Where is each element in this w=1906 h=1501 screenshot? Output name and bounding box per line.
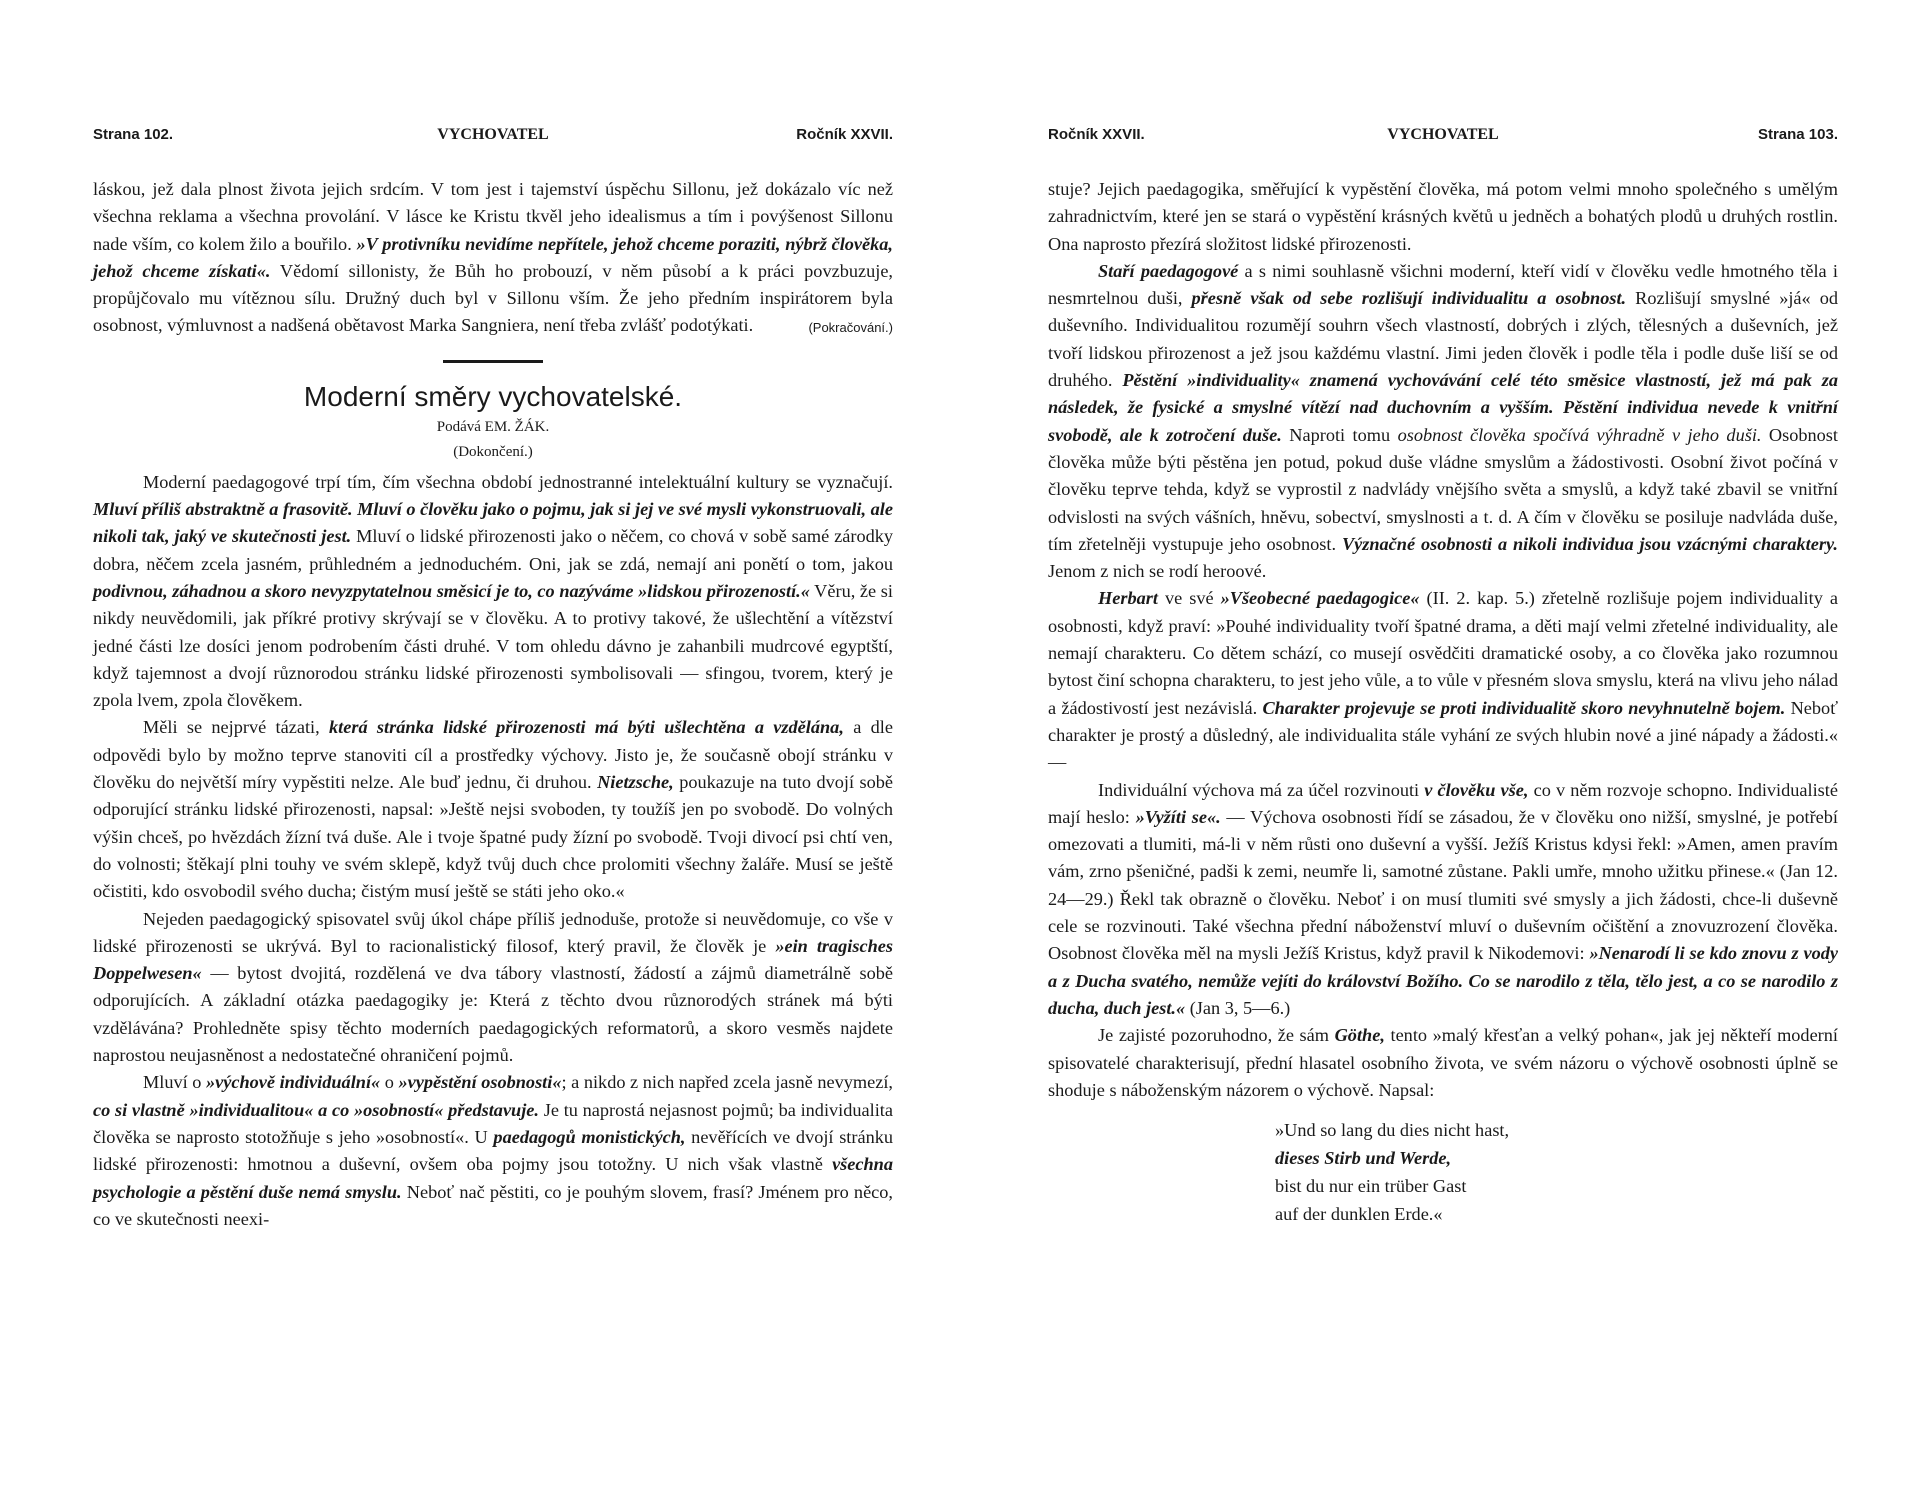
continuation-note: (Pokračování.) bbox=[808, 320, 893, 336]
paragraph: stuje? Jejich paedagogika, směřující k vypěstění člověka, má potom velmi mnoho společného s umělým zahradnictvím, které jen se stará o vypěstění krásných květů u jedněch a bohatých plodů u druhých rostlin. Ona naprosto přezírá složitost lidské přirozenosti. bbox=[1048, 179, 1838, 254]
article-title: Moderní směry vychovatelské. bbox=[303, 380, 683, 412]
right-page-body bbox=[1048, 176, 1838, 1228]
journal-title: VYCHOVATEL bbox=[1387, 126, 1499, 143]
paragraph: Staří paedagogové a s nimi souhlasně všichni moderní, kteří vidí v člověku vedle hmotného těla i nesmrtelnou duši, přesně však od sebe rozlišují individualitu a osobnost. Rozlišují smyslné »já« od duševního. Individualitou rozumějí souhrn všech vlastností, dobrých i zlých, tělesných a duševních, jež tvoří lidskou přirozenost a jež jsou každému vlastní. Jimi jeden člověk i podle těla i podle duše liší se od druhého. Pěstění »individuality« znamená vychovávání celé této směsice vlastností, jež má pak za následek, že fysické a smyslné vítězí nad duchovním a vyšším. Pěstění individua nevede k vnitřní svobodě, ale k zotročení duše. Naproti tomu osobnost člověka spočívá výhradně v jeho duši. Osobnost člověka může býti pěstěna jen potud, pokud duše vládne smyslům a žádostivosti. Osobní život počíná v člověku teprve tehda, když se vyprostil z nadvlády vnějšího světa a smyslů, a když také zbavil se vnitřní odvislosti na svých vášních, hněvu, sobectví, smyslnosti a t. d. A čím v člověku se posiluje nadvláda duše, tím zřetelněji vystupuje jeho osobnost. Význačné osobnosti a nikoli individua jsou vzácnými charaktery. Jenom z nich se rodí heroové. bbox=[1048, 260, 1839, 582]
section-divider bbox=[443, 360, 543, 363]
page-header-right bbox=[1048, 126, 1838, 150]
paragraph: Měli se nejprvé tázati, která stránka lidské přirozenosti má býti ušlechtěna a vzdělána, a dle odpovědi bylo by možno teprve stanoviti cíl a prostředky výchovy. Jisto je, že současně obojí stránku v člověku do největší míry vypěstiti nelze. Ale buď jednu, či druhou. Nietzsche, poukazuje na tuto dvojí sobě odporující stránku lidské přirozenosti, napsal: »Ještě nejsi svoboden, ty toužíš jen po svobodě. Do volných výšin chceš, po hvězdách žízní tvá duše. Ale i tvoje špatné pudy žízní po svobodě. Tvoji divocí psi chtí ven, do volnosti; štěkají plni touhy ve svém sklepě, když tvůj duch chce prolomiti všechny žaláře. Musí se ještě očistiti, kdo osvobodil svého ducha; čistým musí ještě se státi jeho oko.« bbox=[93, 717, 894, 902]
paragraph: Nejeden paedagogický spisovatel svůj úkol chápe příliš jednoduše, protože si neuvědomuje, co vše v lidské přirozenosti se ukrývá. Byl to racionalistický filosof, který pravil, že člověk je »ein tragisches Doppelwesen« — bytost dvojitá, rozdělená ve dva tábory vlastností, žádostí a zájmů diametrálně sobě odporujících. A základní otázka paedagogiky je: Která z těchto dvou různorodých stránek má býti vzdělávána? Prohledněte spisy těchto moderních paedagogických reformatorů, a skoro vesměs najdete naprostou neujasněnost a nedostatečné ohraničení pojmů. bbox=[93, 908, 894, 1066]
page-header-left bbox=[93, 126, 893, 150]
article-byline: Podává EM. ŽÁK. bbox=[436, 418, 550, 435]
article-conclusion-note: (Dokončení.) bbox=[453, 443, 533, 460]
poem-quote bbox=[1275, 1116, 1838, 1228]
paragraph: Herbart ve své »Všeobecné paedagogice« (II. 2. kap. 5.) zřetelně rozlišuje pojem individuality a osobnosti, když praví: »Pouhé individuality tvoří špatné drama, a děti mají velmi zřetelné individuality, ale nemají charakteru. Co dětem schází, co musejí osvědčiti dramatické osoby, a co člověka jako rozumnou bytost činí schopna charakteru, to jest jeho vůle, a to vůle v přesném slova smyslu, která na vlivu jeho nálad a žádostivostí jest nezávislá. Charakter projevuje se proti individualitě skoro nevyhnutelně bojem. Neboť charakter je prostý a důsledný, ale individualita stále vyhání ze svých hlubin nové a jiné nápady a žádosti.« — bbox=[1048, 588, 1839, 773]
left-page-body bbox=[93, 176, 893, 1233]
poem-line: bist du nur ein trüber Gast bbox=[1275, 1176, 1467, 1197]
continued-paragraph: láskou, jež dala plnost života jejich srdcím. V tom jest i tajemství úspěchu Sillonu, jež dokázalo víc než všechna reklama a všechna provolání. V lásce ke Kristu tkvěl jeho idealismus a tím i povýšenost Sillonu nade vším, co kolem žilo a bouřilo. »V protivníku nevidíme nepřítele, jehož chceme poraziti, nýbrž člověka, jehož chceme získati«. Vědomí sillonisty, že Bůh ho probouzí, v něm působí a k práci povzbuzuje, propůjčovalo mu vítěznou sílu. Družný duch byl v Sillonu vším. Že jeho předním inspirátorem byla osobnost, výmluvnost a nadšená obětavost Marka Sangniera, není třeba zvlášť podotýkati. (Pokračování.) bbox=[93, 176, 893, 340]
poem-line: »Und so lang du dies nicht hast, bbox=[1275, 1120, 1510, 1141]
left-page bbox=[93, 0, 893, 1501]
paragraph: Moderní paedagogové trpí tím, čím všechna období jednostranné intelektuální kultury se vyznačují. Mluví příliš abstraktně a frasovitě. Mluví o člověku jako o pojmu, jak si jej ve své mysli vykonstruovali, ale nikoli tak, jaký ve skutečnosti jest. Mluví o lidské přirozenosti jako o něčem, co chová v sobě samé zárodky dobra, něčem zcela jasném, průhledném a jednoduchém. Oni, jak se zdá, nemají ani ponětí o tom, jakou podivnou, záhadnou a skoro nevyzpytatelnou směsicí je to, co nazýváme »lidskou přirozeností.« Věru, že si nikdy neuvědomili, jak příkré protivy skrývají se v člověku. A to protivy takové, že ušlechtění a vítězství jedné části lze dosíci jenom podrobením části druhé. V tom ohledu dávno je zahanbili mudrcové egyptští, když tajemnost a dvojí různorodou stránku lidské přirozenosti symbolisovali — sfingou, tvorem, který je zpola lvem, zpola člověkem. bbox=[93, 471, 894, 711]
right-page bbox=[1048, 0, 1838, 1501]
paragraph: Mluví o »výchově individuální« o »vypěstění osobnosti«; a nikdo z nich napřed zcela jasně nevymezí, co si vlastně »individualitou« a co »osobností« představuje. Je tu naprostá nejasnost pojmů; ba individualita člověka se naprosto stotožňuje s jeho »osobností«. U paedagogů monistických, nevěřících ve dvojí stránku lidské přirozenosti: hmotnou a duševní, ovšem oba pojmy jsou totožny. U nich však vlastně všechna psychologie a pěstění duše nemá smyslu. Neboť nač pěstiti, co je pouhým slovem, frasí? Jménem pro něco, co ve skutečnosti neexi- bbox=[93, 1072, 894, 1229]
page-number: Strana 103. bbox=[1757, 126, 1838, 143]
poem-line: auf der dunklen Erde.« bbox=[1275, 1204, 1443, 1225]
volume-label: Ročník XXVII. bbox=[1048, 126, 1145, 143]
paragraph: Individuální výchova má za účel rozvinouti v člověku vše, co v něm rozvoje schopno. Individualisté mají heslo: »Vyžíti se«. — Výchova osobnosti řídí se zásadou, že v člověku ono nižší, smyslné, je potřebí omezovati a tlumiti, má-li v něm růsti ono duševní a vyšší. Ježíš Kristus kdysi řekl: »Amen, amen pravím vám, zrno pšeničné, padši k zemi, neumře li, samotné zůstane. Pakli umře, mnoho užitku přinese.« (Jan 12. 24—29.) Řekl tak obrazně o člověku. Neboť i on musí tlumiti své smysly a jich žádosti, chce-li duševně cele se rozvinouti. Také všechna přední náboženství mluví o duševním očištění a znovuzrození člověka. Osobnost člověka měl na mysli Ježíš Kristus, když pravil k Nikodemovi: »Nenarodí li se kdo znovu z vody a z Ducha svatého, nemůže vejíti do království Božího. Co se narodilo z těla, tělo jest, a co se narodilo z ducha, duch jest.« (Jan 3, 5—6.) bbox=[1048, 779, 1839, 1018]
paragraph: Je zajisté pozoruhodno, že sám Göthe, tento »malý křesťan a velký pohan«, jak jej někteří moderní spisovatelé charakterisují, přední hlasatel osobního života, ve svém názoru o výchově osobnosti úplně se shoduje s náboženským názorem o výchově. Napsal: bbox=[1048, 1025, 1838, 1100]
volume-label: Ročník XXVII. bbox=[796, 126, 893, 143]
poem-line: dieses Stirb und Werde, bbox=[1275, 1148, 1452, 1169]
page-number: Strana 102. bbox=[93, 126, 174, 143]
journal-title: VYCHOVATEL bbox=[437, 126, 549, 143]
